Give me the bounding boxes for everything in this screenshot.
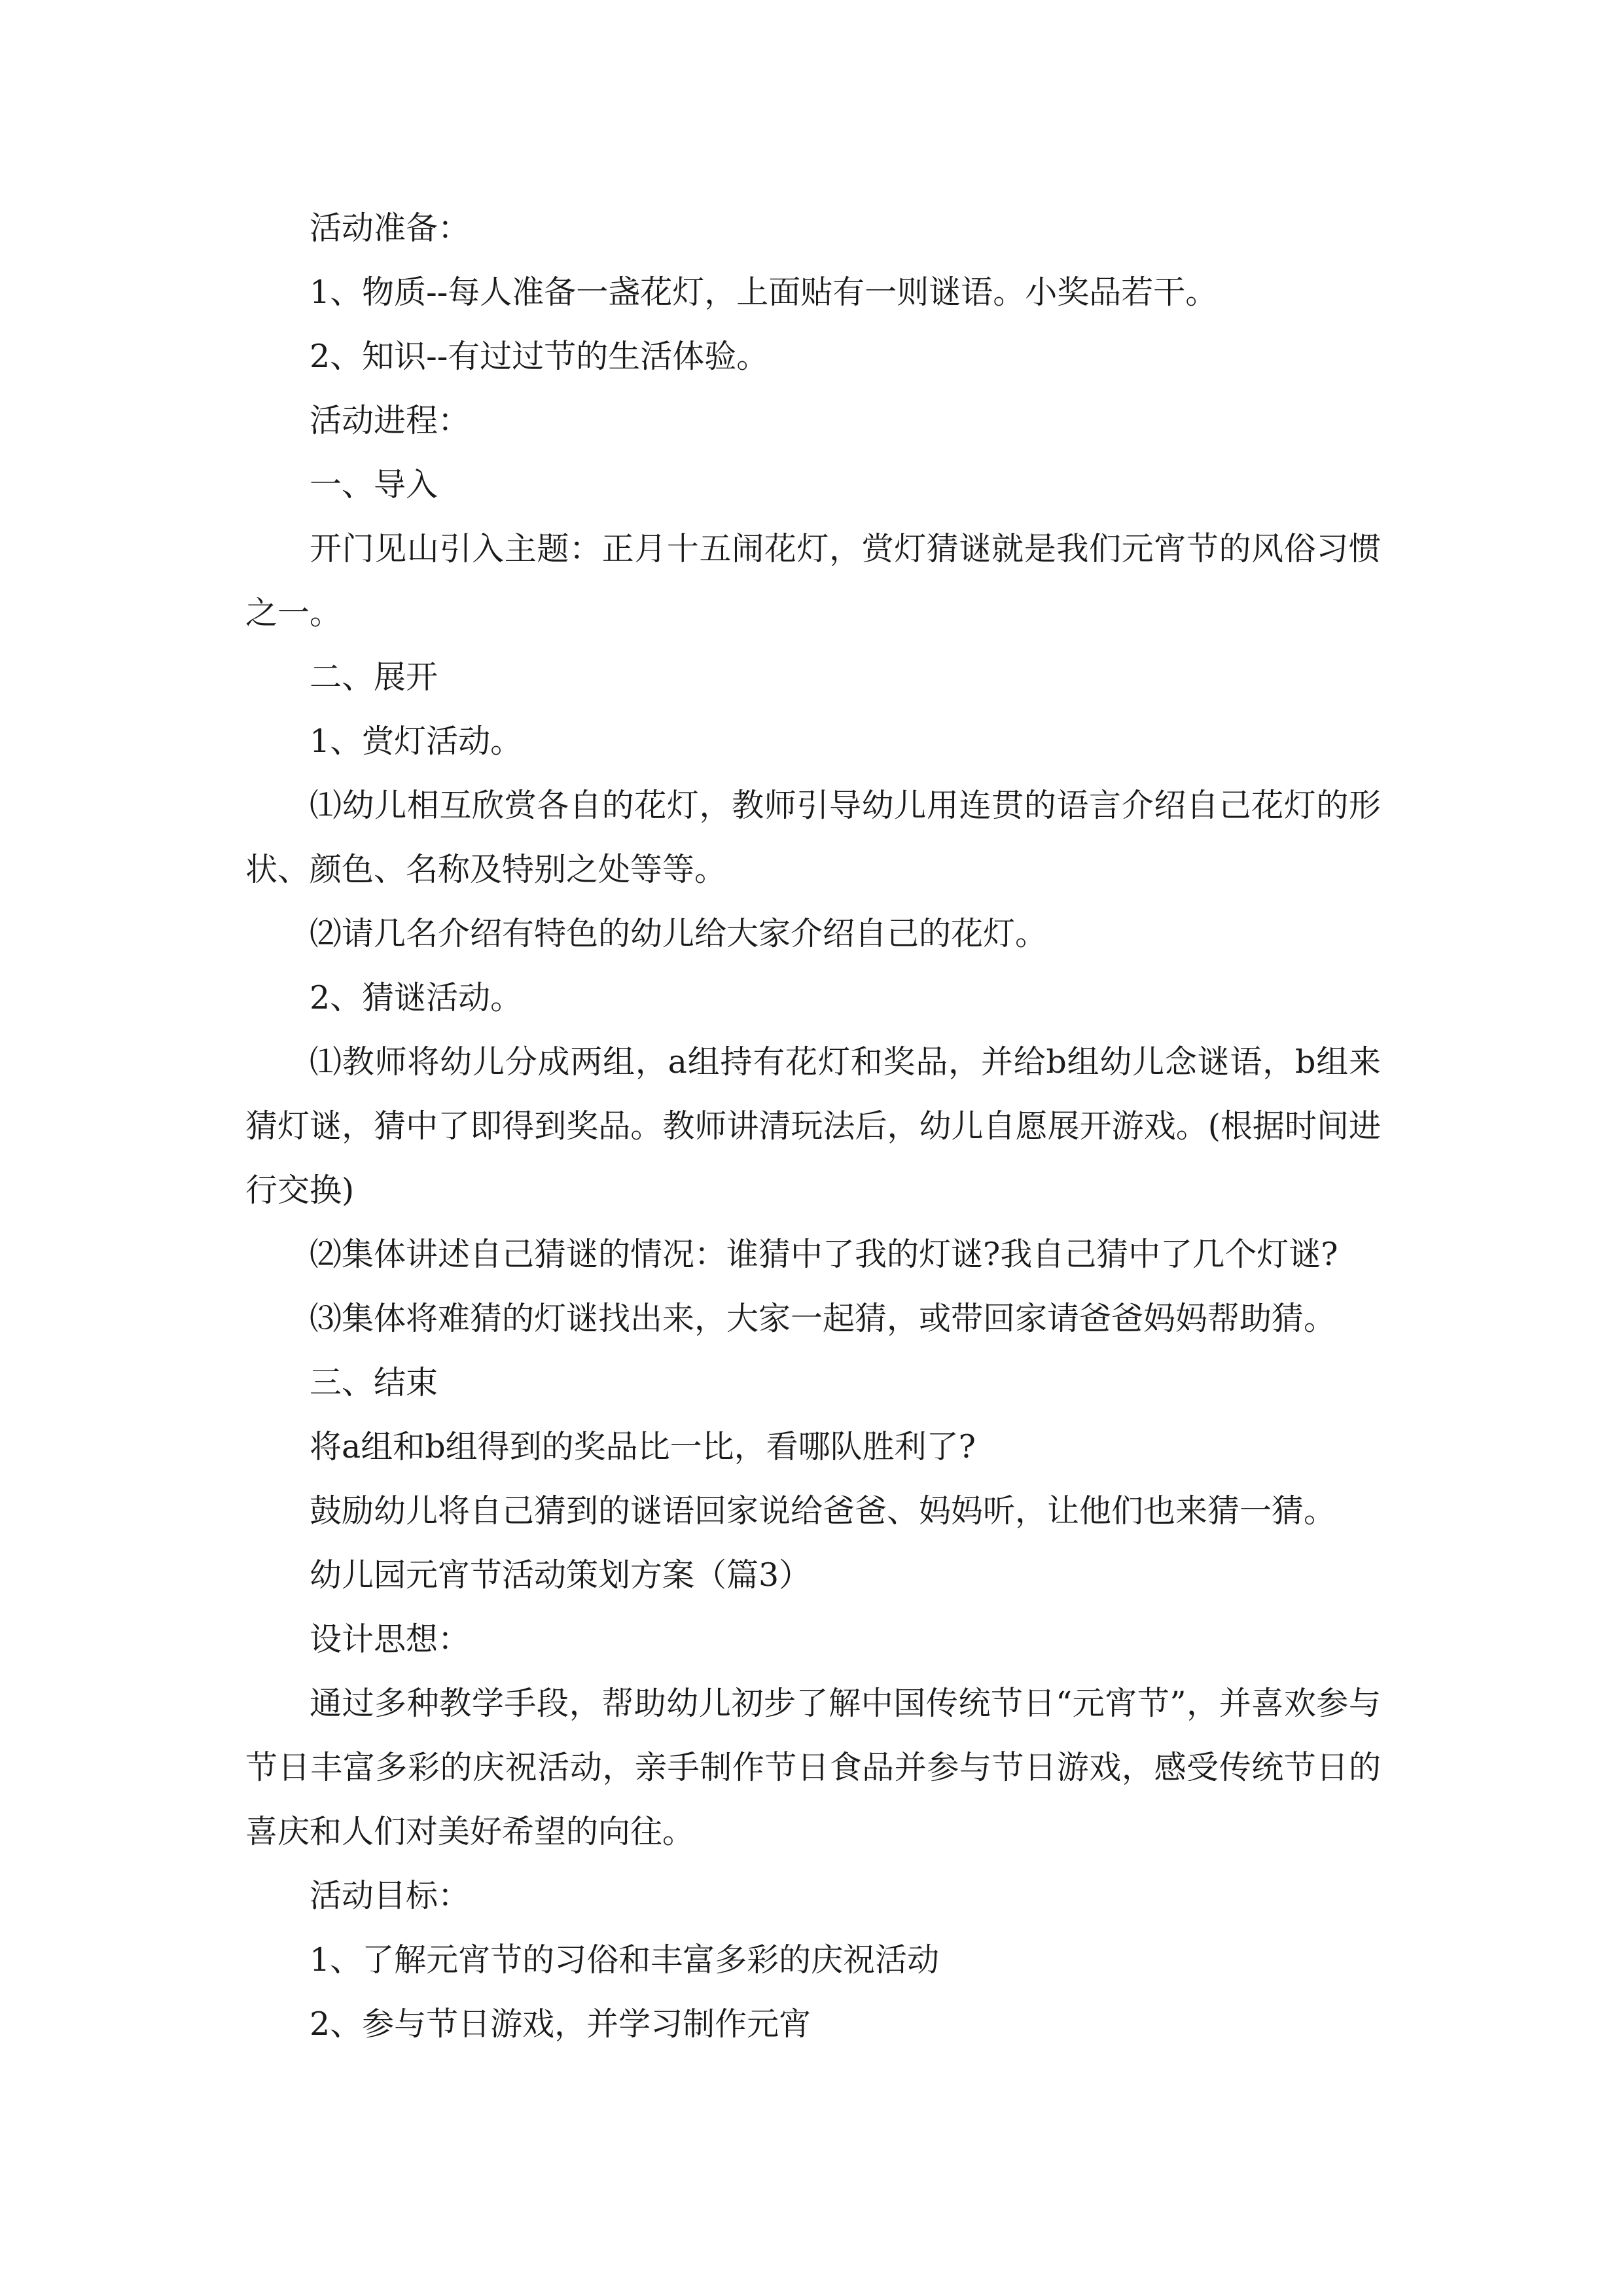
list-item: 2、参与节日游戏，并学习制作元宵 — [310, 2005, 812, 2043]
paragraph: 开门见山引入主题：正月十五闹花灯，赏灯猜谜就是我们元宵节的风俗习惯之一。 — [245, 530, 1381, 632]
paragraph: ⑴教师将幼儿分成两组，a组持有花灯和奖品，并给b组幼儿念谜语，b组来猜灯谜，猜中了即得到奖品。教师讲清玩法后，幼儿自愿展开游戏。(根据时间进行交换) — [245, 1043, 1381, 1209]
section-heading-design: 设计思想： — [310, 1621, 471, 1658]
list-item: 2、知识--有过过节的生活体验。 — [310, 338, 769, 375]
list-item: 2、猜谜活动。 — [310, 979, 523, 1016]
paragraph: ⑵集体讲述自己猜谜的情况：谁猜中了我的灯谜?我自己猜中了几个灯谜? — [310, 1236, 1338, 1273]
list-item: 1、物质--每人准备一盏花灯，上面贴有一则谜语。小奖品若干。 — [310, 274, 1218, 311]
plan-title: 幼儿园元宵节活动策划方案（篇3） — [310, 1556, 812, 1594]
subheading-end: 三、结束 — [310, 1364, 438, 1401]
paragraph: 通过多种教学手段，帮助幼儿初步了解中国传统节日“元宵节”，并喜欢参与节日丰富多彩的庆祝活动，亲手制作节日食品并参与节日游戏，感受传统节日的喜庆和人们对美好希望的向往。 — [245, 1685, 1381, 1850]
paragraph: 将a组和b组得到的奖品比一比，看哪队胜利了? — [310, 1428, 976, 1465]
subheading-expand: 二、展开 — [310, 658, 438, 696]
list-item: 1、赏灯活动。 — [310, 723, 523, 760]
section-heading-goals: 活动目标： — [310, 1877, 471, 1914]
list-item: 1、了解元宵节的习俗和丰富多彩的庆祝活动 — [310, 1941, 940, 1979]
paragraph: ⑴幼儿相互欣赏各自的花灯，教师引导幼儿用连贯的语言介绍自己花灯的形状、颜色、名称及特别之处等等。 — [245, 787, 1381, 888]
subheading-intro: 一、导入 — [310, 466, 438, 503]
section-heading-process: 活动进程： — [310, 402, 471, 439]
paragraph: 鼓励幼儿将自己猜到的谜语回家说给爸爸、妈妈听，让他们也来猜一猜。 — [310, 1492, 1336, 1530]
section-heading-preparation: 活动准备： — [310, 209, 471, 247]
document-body — [245, 196, 1381, 2056]
paragraph: ⑶集体将难猜的灯谜找出来，大家一起猜，或带回家请爸爸妈妈帮助猜。 — [310, 1300, 1336, 1337]
paragraph: ⑵请几名介绍有特色的幼儿给大家介绍自己的花灯。 — [310, 915, 1048, 952]
